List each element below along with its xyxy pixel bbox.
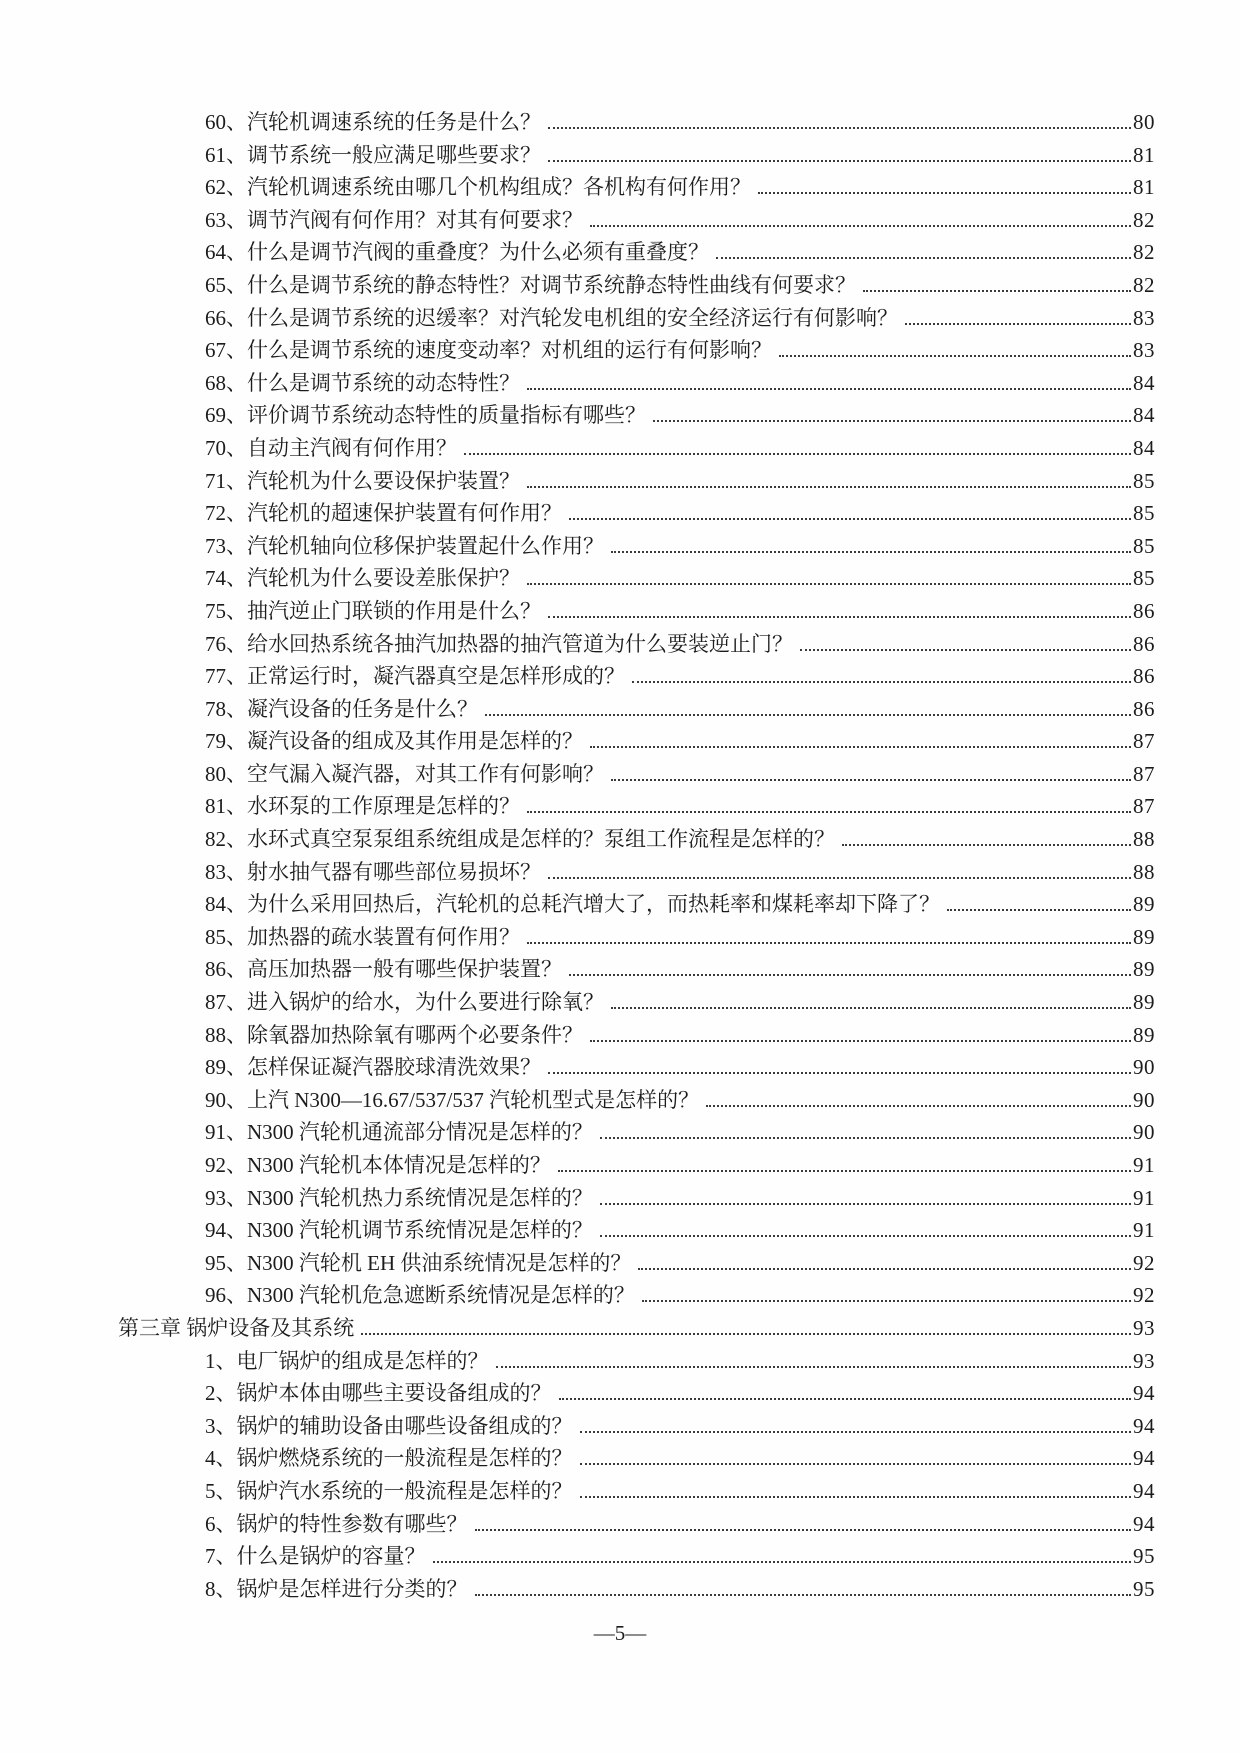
toc-row <box>118 1312 1155 1345</box>
toc-entry-label: 8、锅炉是怎样进行分类的？ <box>205 1576 468 1601</box>
dot-leader <box>361 1333 1131 1335</box>
toc-page-number: 82 <box>1133 207 1155 232</box>
toc-row <box>118 1540 1155 1573</box>
toc-entry-label: 78、凝汽设备的任务是什么？ <box>205 696 478 721</box>
toc-row <box>118 1508 1155 1541</box>
toc-page-number: 89 <box>1133 892 1155 917</box>
dot-leader <box>496 1366 1132 1368</box>
toc-entry-label: 75、抽汽逆止门联锁的作用是什么？ <box>205 598 541 623</box>
toc-list <box>118 106 1155 1605</box>
toc-row <box>118 204 1155 237</box>
toc-entry-label: 74、汽轮机为什么要设差胀保护？ <box>205 566 520 591</box>
toc-entry-label: 66、什么是调节系统的迟缓率？对汽轮发电机组的安全经济运行有何影响？ <box>205 305 898 330</box>
toc-entry-label: 80、空气漏入凝汽器，对其工作有何影响？ <box>205 761 604 786</box>
toc-entry-label: 64、什么是调节汽阀的重叠度？为什么必须有重叠度？ <box>205 240 709 265</box>
dot-leader <box>580 1496 1132 1498</box>
toc-page-number: 95 <box>1133 1576 1155 1601</box>
dot-leader <box>485 714 1131 716</box>
toc-row <box>118 725 1155 758</box>
dot-leader <box>600 1235 1131 1237</box>
dot-leader <box>653 420 1131 422</box>
toc-page-number: 87 <box>1133 761 1155 786</box>
dot-leader <box>632 681 1131 683</box>
toc-row <box>118 432 1155 465</box>
toc-row <box>118 1149 1155 1182</box>
toc-row <box>118 562 1155 595</box>
dot-leader <box>569 974 1131 976</box>
toc-entry-label: 62、汽轮机调速系统由哪几个机构组成？各机构有何作用？ <box>205 175 751 200</box>
toc-page-number: 88 <box>1133 859 1155 884</box>
toc-entry-label: 69、评价调节系统动态特性的质量指标有哪些？ <box>205 403 646 428</box>
toc-row <box>118 367 1155 400</box>
dot-leader <box>600 1137 1131 1139</box>
dot-leader <box>611 1007 1131 1009</box>
toc-entry-label: 84、为什么采用回热后，汽轮机的总耗汽增大了，而热耗率和煤耗率却下降了？ <box>205 892 940 917</box>
toc-page-number: 88 <box>1133 827 1155 852</box>
dot-leader <box>580 1431 1132 1433</box>
toc-entry-label: 90、上汽 N300—16.67/537/537 汽轮机型式是怎样的？ <box>205 1087 700 1112</box>
toc-row <box>118 1084 1155 1117</box>
dot-leader <box>464 453 1131 455</box>
toc-page-number: 93 <box>1133 1315 1155 1340</box>
toc-row <box>118 236 1155 269</box>
dot-leader <box>590 225 1131 227</box>
dot-leader <box>527 811 1131 813</box>
toc-page-number: 91 <box>1133 1153 1155 1177</box>
dot-leader <box>569 518 1131 520</box>
toc-row <box>118 986 1155 1019</box>
dot-leader <box>779 355 1131 357</box>
toc-entry-label: 60、汽轮机调速系统的任务是什么？ <box>205 110 541 134</box>
dot-leader <box>475 1529 1132 1531</box>
dot-leader <box>611 551 1131 553</box>
toc-entry-label: 92、N300 汽轮机本体情况是怎样的？ <box>205 1153 551 1177</box>
toc-page-number: 94 <box>1133 1413 1155 1438</box>
toc-page-number: 92 <box>1133 1283 1155 1308</box>
toc-entry-label: 4、锅炉燃烧系统的一般流程是怎样的？ <box>205 1446 573 1471</box>
toc-entry-label: 70、自动主汽阀有何作用？ <box>205 435 457 460</box>
toc-page-number: 81 <box>1133 142 1155 167</box>
toc-page-number: 91 <box>1133 1185 1155 1210</box>
toc-entry-label: 79、凝汽设备的组成及其作用是怎样的？ <box>205 729 583 754</box>
toc-entry-label: 71、汽轮机为什么要设保护装置？ <box>205 468 520 493</box>
dot-leader <box>548 160 1131 162</box>
dot-leader <box>706 1105 1131 1107</box>
dot-leader <box>611 779 1131 781</box>
toc-row <box>118 1214 1155 1247</box>
toc-page-number: 94 <box>1133 1511 1155 1536</box>
dot-leader <box>716 257 1131 259</box>
toc-row <box>118 1051 1155 1084</box>
toc-row <box>118 269 1155 302</box>
toc-row <box>118 921 1155 954</box>
toc-row <box>118 693 1155 726</box>
toc-page-number: 86 <box>1133 664 1155 689</box>
toc-row <box>118 823 1155 856</box>
toc-entry-label: 72、汽轮机的超速保护装置有何作用？ <box>205 501 562 526</box>
toc-row <box>118 660 1155 693</box>
toc-row <box>118 1279 1155 1312</box>
toc-entry-label: 第三章 锅炉设备及其系统 <box>118 1315 355 1340</box>
dot-leader <box>947 909 1131 911</box>
dot-leader <box>527 486 1131 488</box>
toc-page-number: 89 <box>1133 924 1155 949</box>
dot-leader <box>559 1398 1132 1400</box>
toc-entry-label: 85、加热器的疏水装置有何作用？ <box>205 924 520 949</box>
toc-entry-label: 63、调节汽阀有何作用？对其有何要求？ <box>205 207 583 232</box>
toc-row <box>118 758 1155 791</box>
toc-row <box>118 1377 1155 1410</box>
toc-row <box>118 628 1155 661</box>
toc-page-number: 89 <box>1133 990 1155 1015</box>
toc-row <box>118 595 1155 628</box>
toc-row <box>118 302 1155 335</box>
toc-row <box>118 1019 1155 1052</box>
toc-page-number: 84 <box>1133 435 1155 460</box>
toc-entry-label: 68、什么是调节系统的动态特性？ <box>205 370 520 395</box>
toc-entry-label: 7、什么是锅炉的容量？ <box>205 1544 426 1569</box>
toc-row <box>118 888 1155 921</box>
dot-leader <box>433 1561 1132 1563</box>
toc-page-number: 87 <box>1133 794 1155 819</box>
toc-page-number: 90 <box>1133 1055 1155 1080</box>
dot-leader <box>590 746 1131 748</box>
toc-row <box>118 139 1155 172</box>
toc-page-number: 85 <box>1133 468 1155 493</box>
dot-leader <box>642 1300 1131 1302</box>
dot-leader <box>638 1268 1131 1270</box>
toc-page-number: 86 <box>1133 598 1155 623</box>
toc-page-number: 86 <box>1133 696 1155 721</box>
toc-row <box>118 334 1155 367</box>
dot-leader <box>842 844 1131 846</box>
toc-page-number: 80 <box>1133 110 1155 134</box>
toc-page-number: 92 <box>1133 1250 1155 1275</box>
toc-entry-label: 2、锅炉本体由哪些主要设备组成的？ <box>205 1381 552 1406</box>
toc-entry-label: 89、怎样保证凝汽器胶球清洗效果？ <box>205 1055 541 1080</box>
toc-entry-label: 67、什么是调节系统的速度变动率？对机组的运行有何影响？ <box>205 338 772 363</box>
toc-page-number: 94 <box>1133 1446 1155 1471</box>
toc-row <box>118 399 1155 432</box>
toc-page-number: 89 <box>1133 1022 1155 1047</box>
toc-page-number: 94 <box>1133 1478 1155 1503</box>
dot-leader <box>863 290 1131 292</box>
toc-entry-label: 76、给水回热系统各抽汽加热器的抽汽管道为什么要装逆止门？ <box>205 631 793 656</box>
toc-page-number: 84 <box>1133 370 1155 395</box>
toc-row <box>118 171 1155 204</box>
toc-entry-label: 87、进入锅炉的给水，为什么要进行除氧？ <box>205 990 604 1015</box>
toc-row <box>118 1182 1155 1215</box>
dot-leader <box>548 877 1131 879</box>
toc-row <box>118 530 1155 563</box>
dot-leader <box>475 1594 1132 1596</box>
dot-leader <box>548 616 1131 618</box>
toc-page-number: 90 <box>1133 1087 1155 1112</box>
dot-leader <box>905 323 1131 325</box>
toc-page-number: 93 <box>1133 1348 1155 1373</box>
toc-row <box>118 1475 1155 1508</box>
dot-leader <box>800 649 1131 651</box>
toc-entry-label: 73、汽轮机轴向位移保护装置起什么作用？ <box>205 533 604 558</box>
dot-leader <box>548 1072 1131 1074</box>
dot-leader <box>558 1170 1131 1172</box>
toc-row <box>118 1247 1155 1280</box>
toc-entry-label: 86、高压加热器一般有哪些保护装置？ <box>205 957 562 982</box>
toc-page-number: 83 <box>1133 338 1155 363</box>
toc-row <box>118 1345 1155 1378</box>
dot-leader <box>527 942 1131 944</box>
toc-page-number: 82 <box>1133 272 1155 297</box>
toc-page-number: 85 <box>1133 566 1155 591</box>
dot-leader <box>527 388 1131 390</box>
toc-row <box>118 1573 1155 1606</box>
toc-entry-label: 6、锅炉的特性参数有哪些？ <box>205 1511 468 1536</box>
toc-row <box>118 465 1155 498</box>
toc-row <box>118 790 1155 823</box>
toc-page-number: 94 <box>1133 1381 1155 1406</box>
toc-row <box>118 953 1155 986</box>
dot-leader <box>758 192 1131 194</box>
toc-entry-label: 5、锅炉汽水系统的一般流程是怎样的？ <box>205 1478 573 1503</box>
toc-entry-label: 3、锅炉的辅助设备由哪些设备组成的？ <box>205 1413 573 1438</box>
toc-entry-label: 88、除氧器加热除氧有哪两个必要条件？ <box>205 1022 583 1047</box>
toc-page-number: 95 <box>1133 1544 1155 1569</box>
toc-page-number: 87 <box>1133 729 1155 754</box>
toc-entry-label: 61、调节系统一般应满足哪些要求？ <box>205 142 541 167</box>
dot-leader <box>600 1203 1131 1205</box>
toc-entry-label: 83、射水抽气器有哪些部位易损坏？ <box>205 859 541 884</box>
toc-page-number: 83 <box>1133 305 1155 330</box>
toc-entry-label: 96、N300 汽轮机危急遮断系统情况是怎样的？ <box>205 1283 635 1308</box>
toc-row <box>118 497 1155 530</box>
toc-page-number: 85 <box>1133 501 1155 526</box>
toc-entry-label: 94、N300 汽轮机调节系统情况是怎样的？ <box>205 1218 593 1243</box>
toc-entry-label: 95、N300 汽轮机 EH 供油系统情况是怎样的？ <box>205 1250 632 1275</box>
toc-row <box>118 1442 1155 1475</box>
toc-page-number: 91 <box>1133 1218 1155 1243</box>
toc-entry-label: 77、正常运行时，凝汽器真空是怎样形成的？ <box>205 664 625 689</box>
toc-row <box>118 856 1155 889</box>
toc-row <box>118 1116 1155 1149</box>
toc-page-number: 82 <box>1133 240 1155 265</box>
toc-page-number: 86 <box>1133 631 1155 656</box>
toc-page-number: 89 <box>1133 957 1155 982</box>
dot-leader <box>590 1040 1131 1042</box>
toc-entry-label: 1、电厂锅炉的组成是怎样的？ <box>205 1348 489 1373</box>
toc-row <box>118 106 1155 139</box>
toc-entry-label: 81、水环泵的工作原理是怎样的？ <box>205 794 520 819</box>
dot-leader <box>527 583 1131 585</box>
toc-page-number: 90 <box>1133 1120 1155 1145</box>
toc-page-number: 84 <box>1133 403 1155 428</box>
dot-leader <box>548 127 1131 129</box>
toc-entry-label: 65、什么是调节系统的静态特性？对调节系统静态特性曲线有何要求？ <box>205 272 856 297</box>
toc-entry-label: 91、N300 汽轮机通流部分情况是怎样的？ <box>205 1120 593 1145</box>
toc-page-number: 85 <box>1133 533 1155 558</box>
toc-page-number: 81 <box>1133 175 1155 200</box>
page-number-footer: —5— <box>593 1621 647 1645</box>
toc-row <box>118 1410 1155 1443</box>
dot-leader <box>580 1463 1132 1465</box>
toc-entry-label: 82、水环式真空泵泵组系统组成是怎样的？泵组工作流程是怎样的？ <box>205 827 835 852</box>
toc-entry-label: 93、N300 汽轮机热力系统情况是怎样的？ <box>205 1185 593 1210</box>
